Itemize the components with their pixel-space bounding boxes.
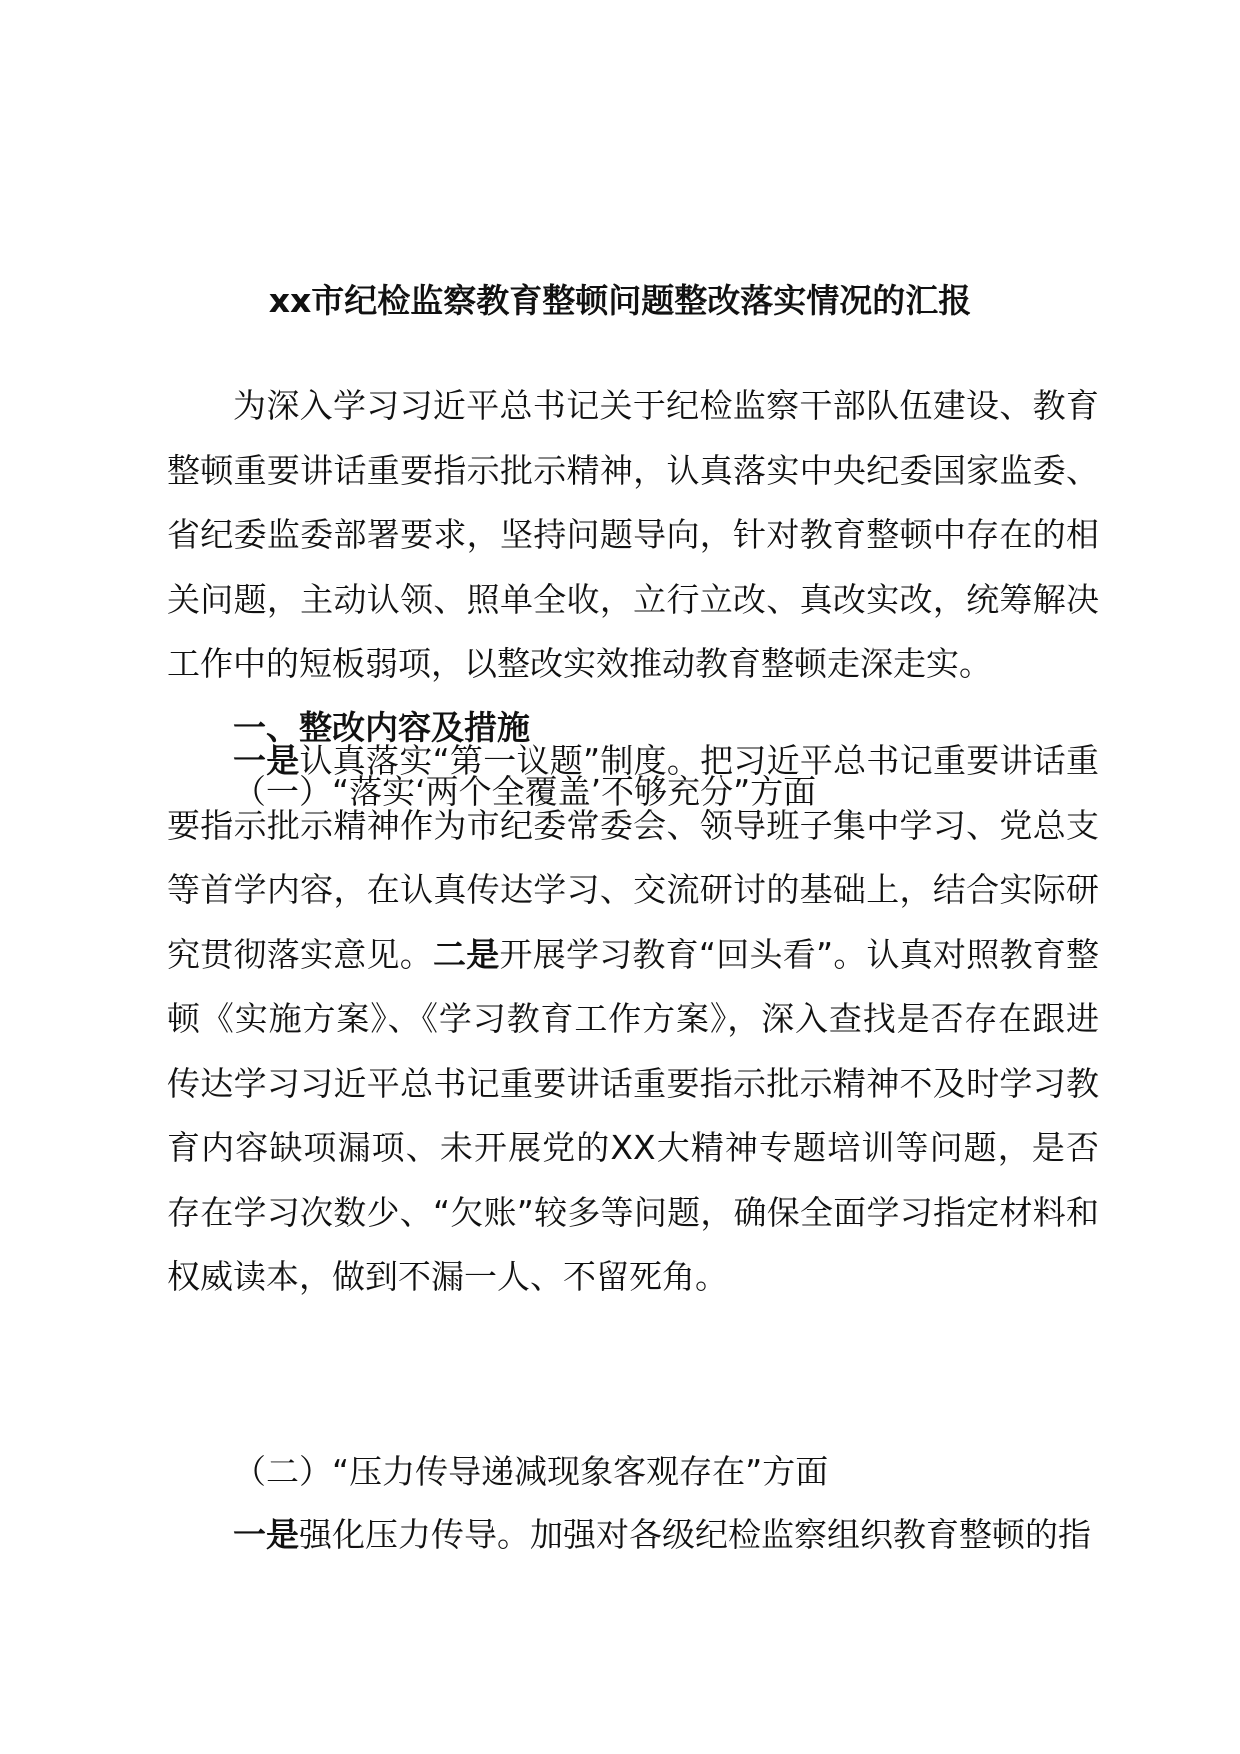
intro-paragraph: 为深入学习习近平总书记关于纪检监察干部队伍建设、教育整顿重要讲话重要指示批示精神，认真落实中央纪委国家监委、省纪委监委部署要求，坚持问题导向，针对教育整顿中存在的相关问题，主动认领、照单全收，立行立改、真改实改，统筹解决工作中的短板弱项，以整改实效推动教育整顿走深走实。 [167,386,1099,683]
item-text-1: 认真落实“第一议题”制度。把习近平总书记重要讲话重要指示批示精神作为市纪委常委会、领导班子集中学习、党总支等首学内容，在认真传达学习、交流研讨的基础上，结合实际研究贯彻落实意见。 [167,741,1099,974]
item-label-2: 二是 [432,934,500,974]
subsection-2-body [167,1503,1099,1567]
item-text-3: 强化压力传导。加强对各级纪检监察组织教育整顿的指 [299,1515,1091,1554]
subsection-heading-1: （一）“落实‘两个全覆盖’不够充分”方面 [233,772,817,811]
subsection-1-body [167,729,1099,1437]
item-label-1: 一是 [233,741,300,780]
item-label-3: 一是 [233,1515,299,1554]
document-title: xx市纪检监察教育整顿问题整改落实情况的汇报 [268,281,972,320]
subsection-heading-2: （二）“压力传导递减现象客观存在”方面 [233,1452,829,1491]
section-heading-1: 一、整改内容及措施 [233,708,530,747]
item-text-2: 开展学习教育“回头看”。认真对照教育整顿《实施方案》、《学习教育工作方案》，深入查找是否存在跟进传达学习习近平总书记重要讲话重要指示批示精神不及时学习教育内容缺项漏项、未开展党的XX大精神专题培训等问题，是否存在学习次数少、“欠账”较多等问题，确保全面学习指定材料和权威读本，做到不漏一人、不留死角。 [167,934,1100,1296]
